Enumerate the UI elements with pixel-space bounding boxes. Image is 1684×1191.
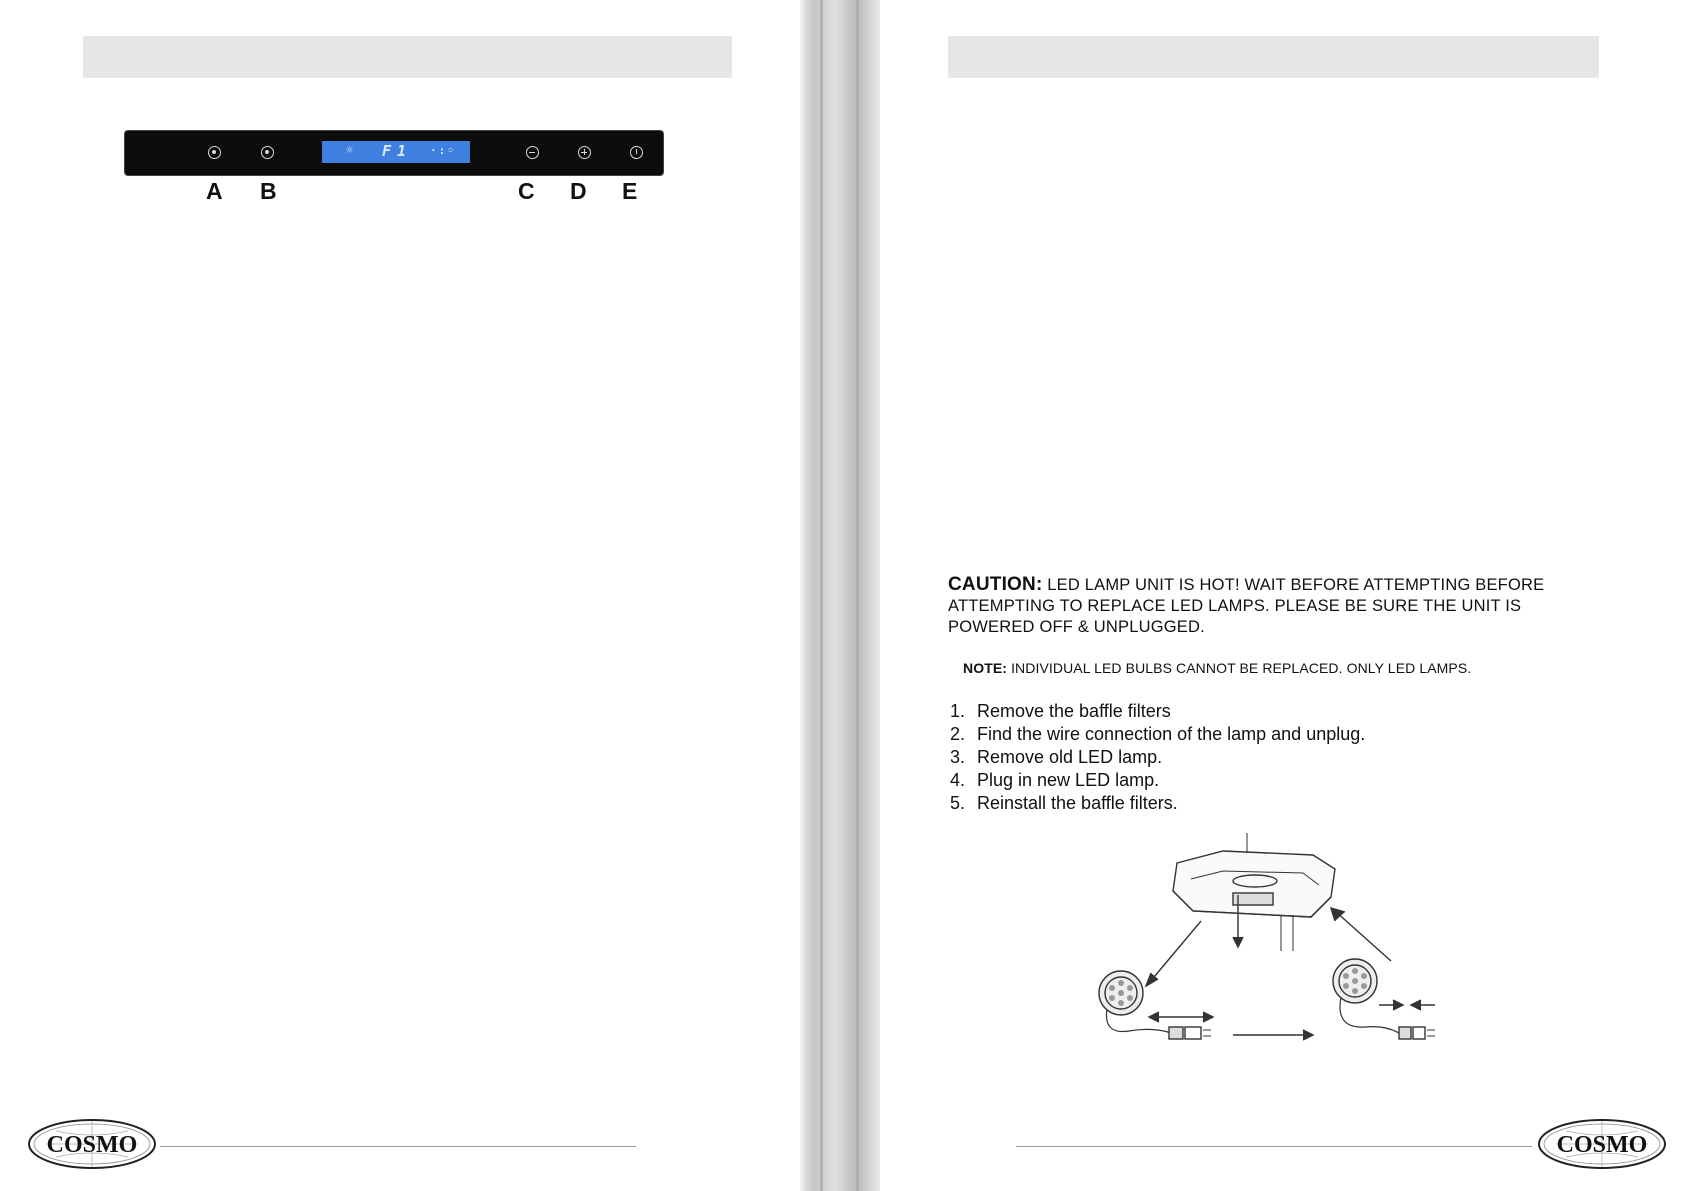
caution-label: CAUTION: — [948, 574, 1043, 595]
list-item: 3. Remove old LED lamp. — [950, 747, 1163, 767]
power-icon[interactable] — [630, 146, 643, 159]
list-item: 2. Find the wire connection of the lamp and unplug. — [950, 724, 1366, 744]
left-header-bar — [83, 36, 732, 78]
list-item: 5. Reinstall the baffle filters. — [950, 793, 1178, 813]
cosmo-logo-text: COSMO — [46, 1132, 138, 1158]
book-spine — [800, 0, 880, 1191]
list-item: 4. Plug in new LED lamp. — [950, 770, 1160, 790]
button-label-b: B — [260, 178, 277, 204]
left-footer-rule — [160, 1146, 636, 1147]
note-text: INDIVIDUAL LED BULBS CANNOT BE REPLACED. ONLY LED LAMPS. — [1011, 660, 1472, 676]
minus-icon[interactable] — [526, 146, 539, 159]
button-label-e: E — [622, 178, 638, 204]
cosmo-logo-text: COSMO — [1556, 1132, 1648, 1158]
fan-indicator-icon: ·:◦ — [430, 144, 456, 157]
control-panel — [125, 131, 663, 175]
note-label: NOTE: — [963, 660, 1008, 676]
replacement-steps — [950, 700, 1365, 815]
display-code: F1 — [382, 142, 413, 160]
light-indicator-icon: ☼ — [346, 143, 354, 157]
button-label-d: D — [570, 178, 587, 204]
light-icon[interactable] — [261, 146, 274, 159]
list-item: 1. Remove the baffle filters — [950, 701, 1171, 721]
button-label-c: C — [518, 178, 535, 204]
right-page — [880, 0, 1684, 1191]
led-lamp-replacement-diagram — [1073, 833, 1453, 1063]
caution-block — [948, 574, 1588, 638]
caution-text: LED LAMP UNIT IS HOT! WAIT BEFORE ATTEMPTING BEFORE ATTEMPTING TO REPLACE LED LAMPS. PLEASE BE SURE THE UNIT IS POWERED OFF & UNPLUGGED. — [948, 576, 1545, 636]
cosmo-logo — [1536, 1117, 1668, 1171]
timer-icon[interactable] — [208, 146, 221, 159]
left-page — [0, 0, 800, 1191]
cosmo-logo — [26, 1117, 158, 1171]
button-label-a: A — [206, 178, 223, 204]
control-display — [322, 141, 470, 163]
note-block — [963, 660, 1471, 676]
right-header-bar — [948, 36, 1599, 78]
plus-icon[interactable] — [578, 146, 591, 159]
right-footer-rule — [1016, 1146, 1532, 1147]
